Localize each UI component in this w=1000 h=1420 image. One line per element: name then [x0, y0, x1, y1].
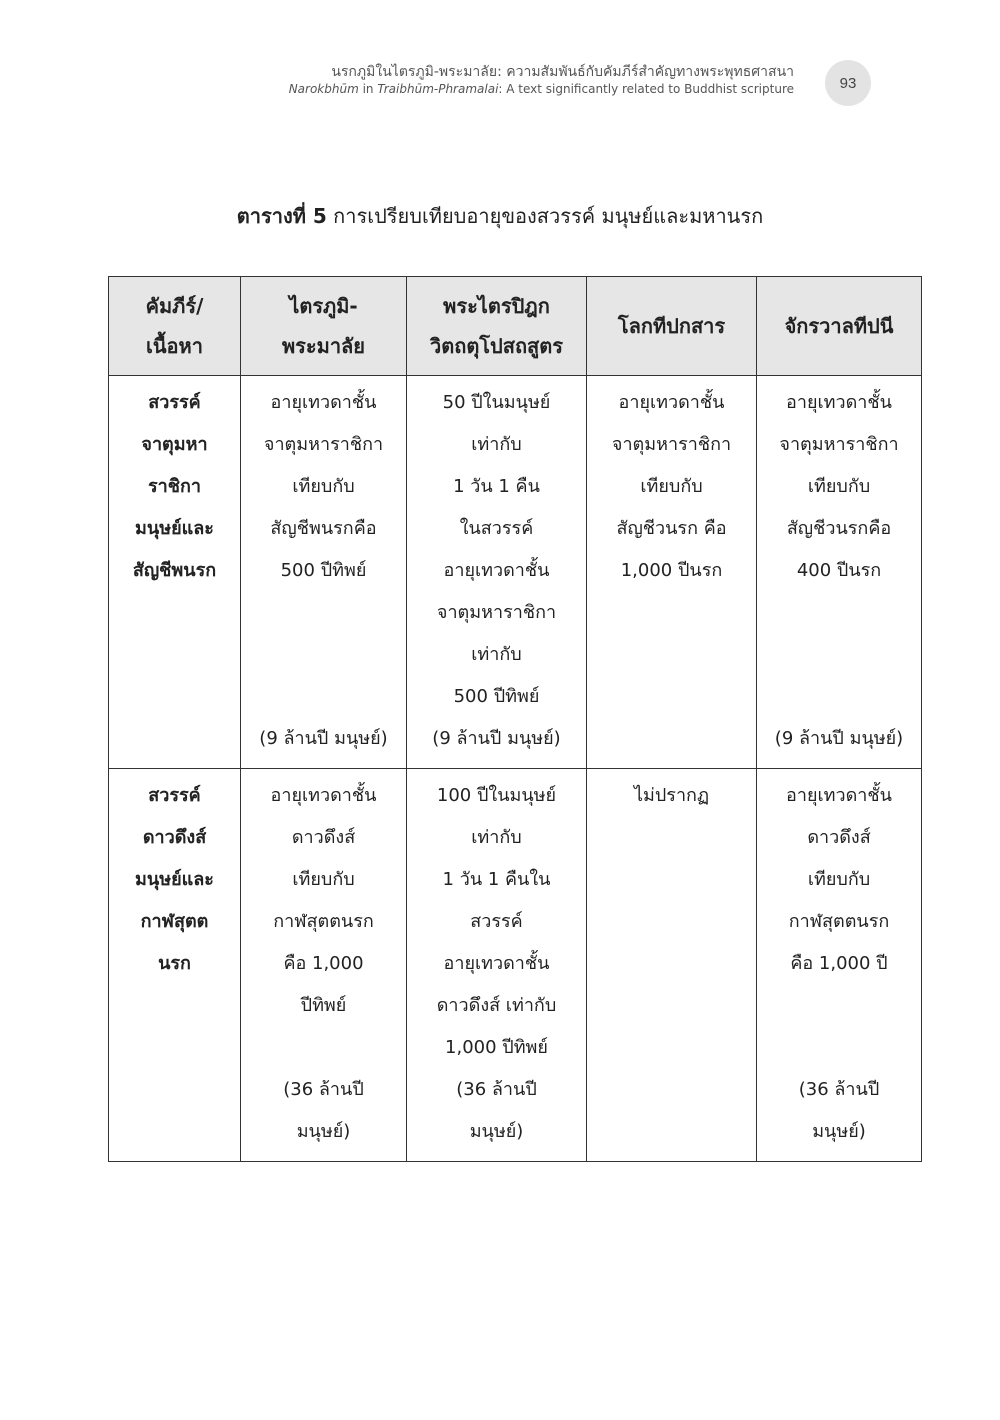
cell-line: 1,000 ปีนรก [620, 560, 723, 581]
cell-line: สัญชีพนรก [132, 560, 217, 581]
running-header-en-italic-1: Narokbhūm [288, 81, 359, 96]
traibhum-cell [241, 769, 407, 1162]
cell-line: สวรรค์ [470, 911, 523, 932]
cell-line: จาตุมหา [141, 434, 208, 455]
table-caption [0, 200, 1000, 232]
table-row [109, 769, 922, 1162]
lokadipakasara-cell [587, 769, 757, 1162]
cell-line: 500 ปีทิพย์ [453, 686, 540, 707]
cell-line [761, 1027, 917, 1069]
cell-line: 1 วัน 1 คืนใน [442, 869, 551, 890]
cell-line: กาฬสุตต [140, 911, 209, 932]
cell-line: อายุเทวดาชั้น [443, 560, 550, 581]
cell-line: ปีทิพย์ [300, 995, 347, 1016]
cell-line: กาฬสุตตนรก [788, 911, 890, 932]
cell-line [761, 985, 917, 1027]
cell-line: สัญชีพนรกคือ [270, 518, 377, 539]
table-caption-text: การเปรียบเทียบอายุของสวรรค์ มนุษย์และมหานรก [326, 204, 764, 228]
header-cell-scripture [109, 277, 241, 376]
running-header-english [289, 82, 794, 97]
header-cell-tipitaka [407, 277, 587, 376]
tipitaka-cell [407, 769, 587, 1162]
header-line: พระมาลัย [281, 334, 366, 358]
cell-line: จาตุมหาราชิกา [436, 602, 557, 623]
cell-line: (36 ล้านปี [456, 1079, 537, 1100]
cell-line: 500 ปีทิพย์ [280, 560, 367, 581]
cell-line: คือ 1,000 [283, 953, 364, 974]
header-line: ไตรภูมิ- [289, 294, 358, 318]
cell-line: มนุษย์) [296, 1121, 351, 1142]
cell-line: เทียบกับ [640, 476, 703, 497]
cell-line: เท่ากับ [471, 434, 522, 455]
lokadipakasara-cell [587, 376, 757, 769]
header-cell-lokadipakasara [587, 277, 757, 376]
cell-line [761, 676, 917, 718]
cell-line: สัญชีวนรก คือ [616, 518, 727, 539]
tipitaka-cell [407, 376, 587, 769]
cell-line: อายุเทวดาชั้น [443, 953, 550, 974]
cell-line: คือ 1,000 ปี [790, 953, 888, 974]
cell-line: มนุษย์) [812, 1121, 866, 1142]
cell-line: ในสวรรค์ [459, 518, 534, 539]
cell-line: จาตุมหาราชิกา [779, 434, 899, 455]
cell-line: อายุเทวดาชั้น [270, 392, 377, 413]
header-line: โลกทีปกสาร [617, 314, 726, 338]
cakkavaladipani-cell [757, 769, 922, 1162]
cell-line: 1,000 ปีทิพย์ [445, 1037, 548, 1058]
cell-line [245, 1027, 402, 1069]
cell-line: (9 ล้านปี มนุษย์) [259, 728, 388, 749]
comparison-table [108, 276, 922, 1162]
cell-line: มนุษย์และ [135, 869, 214, 890]
traibhum-cell [241, 376, 407, 769]
header-line: พระไตรปิฎก [443, 294, 550, 318]
cell-line: ดาวดึงส์ [142, 827, 207, 848]
cell-line: (9 ล้านปี มนุษย์) [774, 728, 904, 749]
cell-line: 400 ปีนรก [796, 560, 882, 581]
cell-line: 50 ปีในมนุษย์ [442, 392, 551, 413]
cell-line: ไม่ปรากฏ [633, 785, 710, 806]
cell-line: ดาวดึงส์ เท่ากับ [436, 995, 557, 1016]
running-header-en-italic-2: Traibhūm-Phramalai [377, 81, 499, 96]
running-header [289, 64, 794, 97]
table-body [109, 376, 922, 1162]
running-header-thai: นรกภูมิในไตรภูมิ-พระมาลัย: ความสัมพันธ์กับคัมภีร์สำคัญทางพระพุทธศาสนา [331, 64, 794, 80]
cell-line [761, 634, 917, 676]
header-line: คัมภีร์/ [145, 294, 204, 318]
cell-line: เทียบกับ [807, 476, 871, 497]
cell-line: เทียบกับ [292, 476, 355, 497]
cell-line: จาตุมหาราชิกา [611, 434, 732, 455]
cell-line: อายุเทวดาชั้น [270, 785, 377, 806]
header-cell-cakkavaladipani [757, 277, 922, 376]
page-number: 93 [839, 74, 857, 92]
page-number-badge [825, 60, 871, 106]
cell-line: นรก [158, 953, 191, 974]
cell-line: 1 วัน 1 คืน [453, 476, 540, 497]
cell-line: เทียบกับ [292, 869, 355, 890]
cell-line: มนุษย์) [469, 1121, 524, 1142]
cell-line: สวรรค์ [148, 392, 201, 413]
cell-line: 100 ปีในมนุษย์ [436, 785, 557, 806]
header-line: เนื้อหา [146, 334, 203, 358]
cell-line: เท่ากับ [471, 827, 522, 848]
cell-line: เท่ากับ [471, 644, 522, 665]
row-heading-cell [109, 376, 241, 769]
table-header-row [109, 277, 922, 376]
cell-line [245, 592, 402, 634]
table-caption-label: ตารางที่ 5 [236, 204, 327, 228]
cell-line: จาตุมหาราชิกา [263, 434, 384, 455]
cell-line: กาฬสุตตนรก [273, 911, 374, 932]
header-line: จักรวาลทีปนี [784, 314, 894, 338]
cell-line [245, 634, 402, 676]
cakkavaladipani-cell [757, 376, 922, 769]
cell-line: อายุเทวดาชั้น [786, 785, 892, 806]
header-line: วิตถตุโปสถสูตร [429, 334, 563, 358]
table-row [109, 376, 922, 769]
cell-line: เทียบกับ [807, 869, 871, 890]
cell-line: อายุเทวดาชั้น [786, 392, 892, 413]
running-header-en-text-2: : A text significantly related to Buddhist scripture [498, 81, 794, 96]
cell-line: ราชิกา [148, 476, 201, 497]
cell-line: (9 ล้านปี มนุษย์) [432, 728, 561, 749]
cell-line: อายุเทวดาชั้น [618, 392, 725, 413]
cell-line: ดาวดึงส์ [291, 827, 356, 848]
cell-line [245, 676, 402, 718]
row-heading-cell [109, 769, 241, 1162]
cell-line: มนุษย์และ [135, 518, 214, 539]
cell-line: (36 ล้านปี [798, 1079, 880, 1100]
cell-line: ดาวดึงส์ [807, 827, 871, 848]
cell-line: สวรรค์ [148, 785, 201, 806]
cell-line [761, 592, 917, 634]
cell-line: สัญชีวนรกคือ [786, 518, 892, 539]
cell-line: (36 ล้านปี [283, 1079, 364, 1100]
header-cell-traibhum [241, 277, 407, 376]
running-header-en-text-1: in [358, 81, 378, 96]
